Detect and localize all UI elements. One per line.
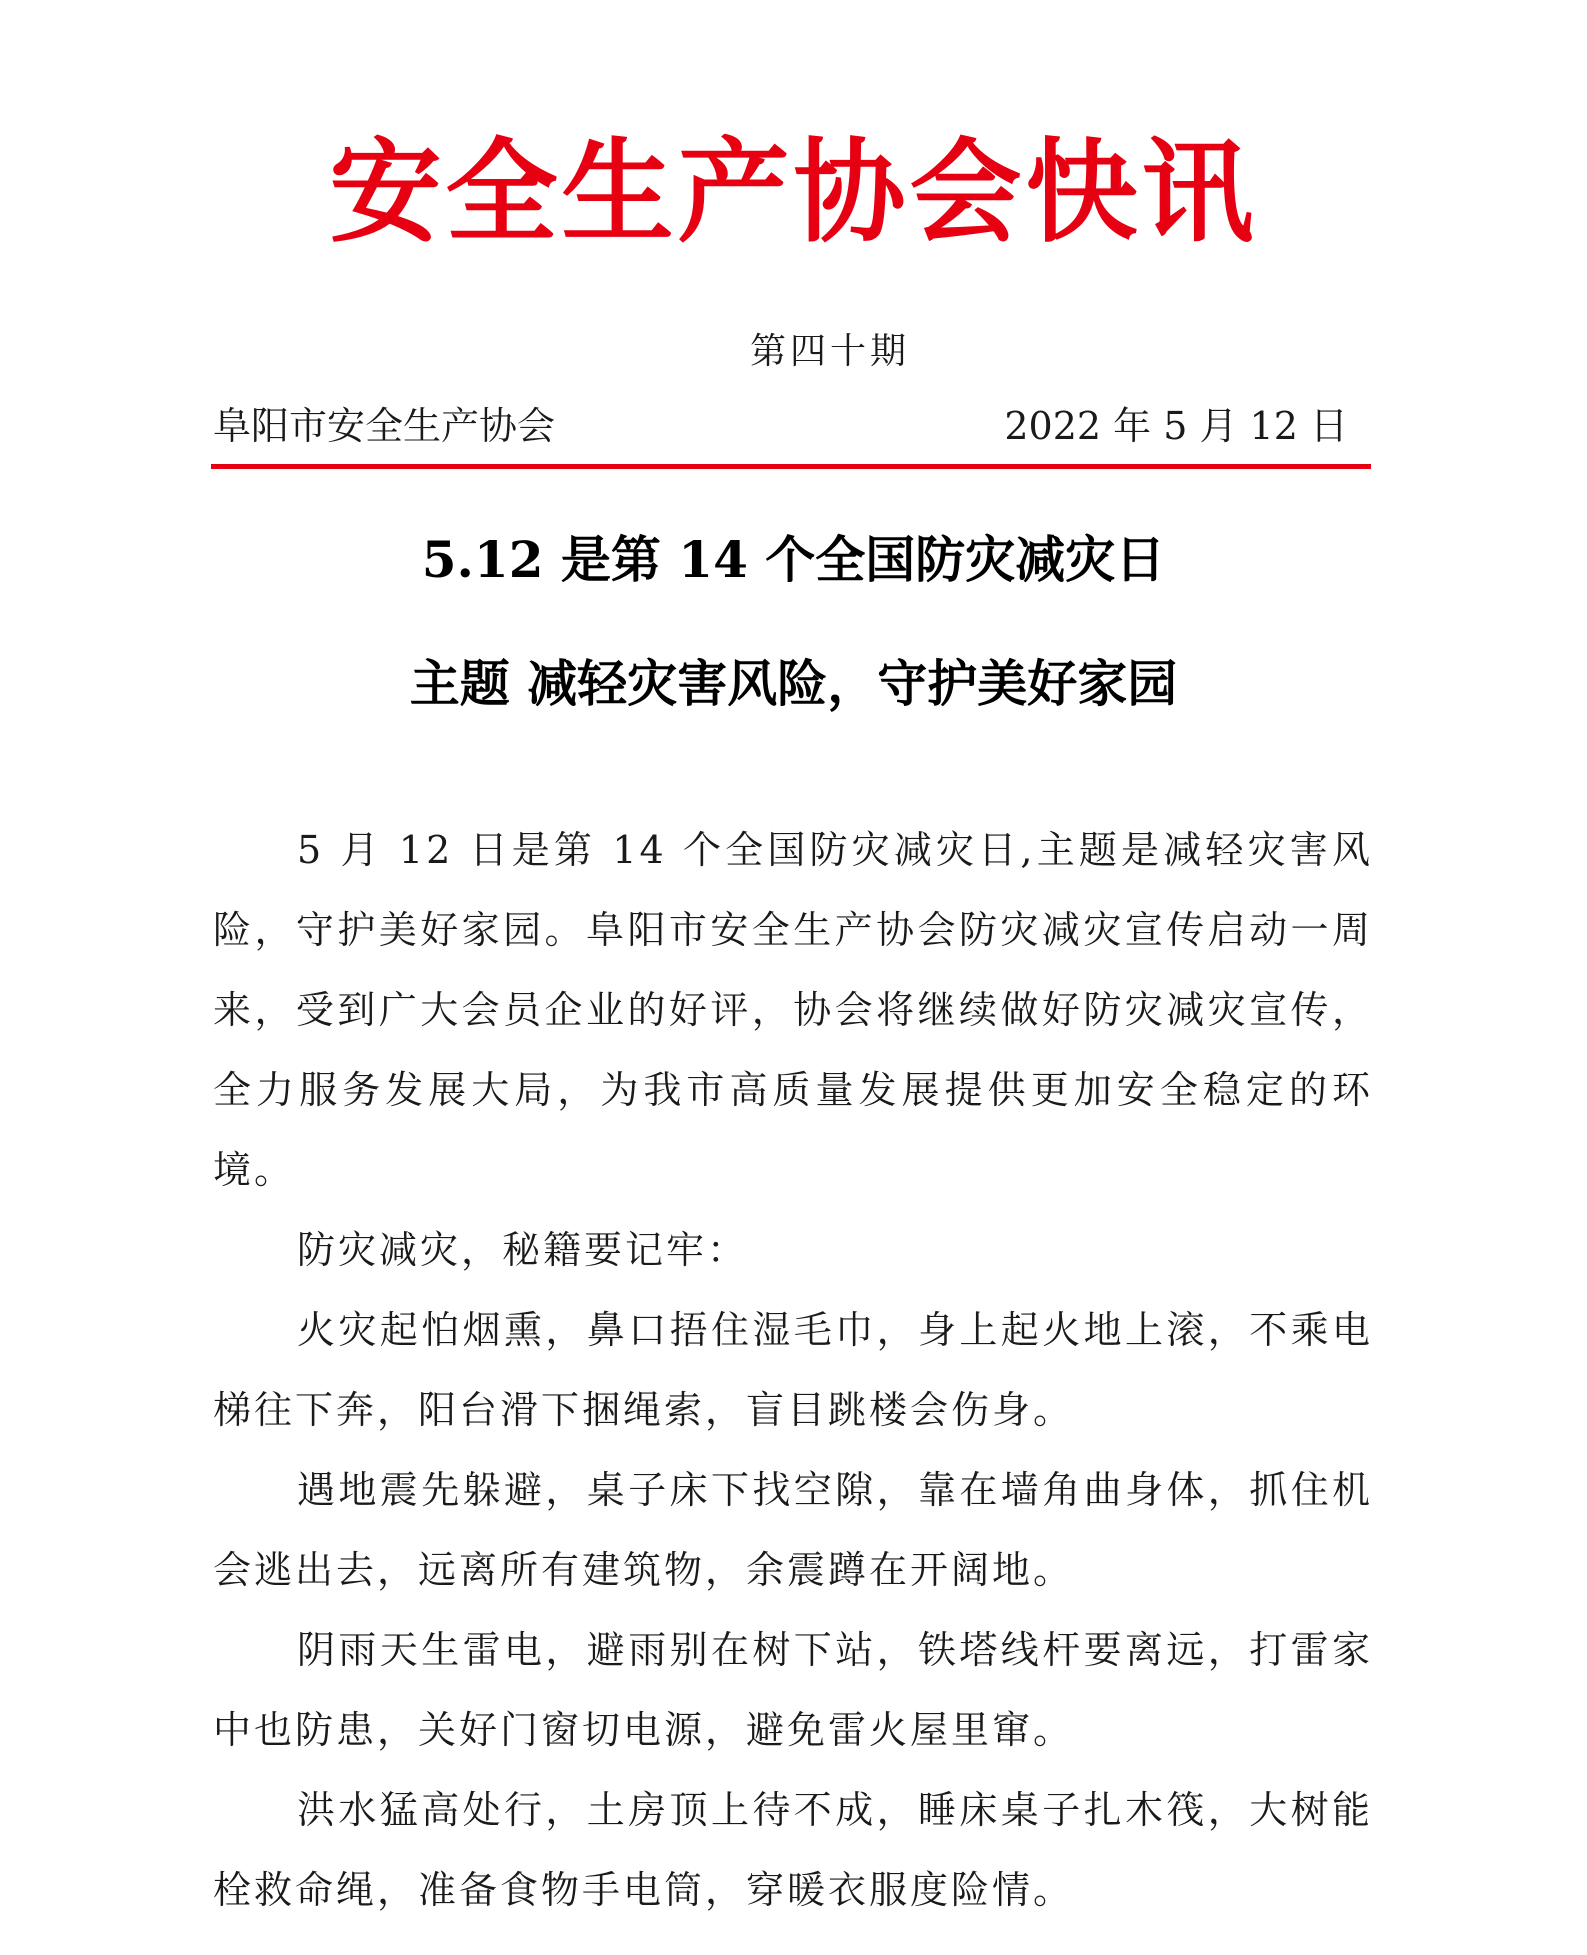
paragraph-lightning: 阴雨天生雷电，避雨别在树下站，铁塔线杆要离远，打雷家中也防患，关好门窗切电源，避免雷火屋里窜。	[213, 1628, 1373, 1752]
issue-number: 第四十期	[749, 331, 910, 372]
article-body	[213, 810, 1373, 1930]
paragraph-tips-heading: 防灾减灾，秘籍要记牢：	[297, 1228, 749, 1272]
publisher-name: 阜阳市安全生产协会	[213, 404, 556, 448]
headline-line-1: 5.12 是第 14 个全国防灾减灾日	[421, 530, 1166, 589]
paragraph-earthquake: 遇地震先躲避，桌子床下找空隙，靠在墙角曲身体，抓住机会逃出去，远离所有建筑物，余震蹲在开阔地。	[213, 1468, 1373, 1592]
issue-date: 2022 年 5 月 12 日	[1004, 404, 1348, 448]
masthead-title: 安全生产协会快讯	[329, 127, 1258, 258]
meta-row	[213, 402, 1348, 450]
paragraph-flood: 洪水猛高处行，土房顶上待不成，睡床桌子扎木筏，大树能栓救命绳，准备食物手电筒，穿暖衣服度险情。	[213, 1788, 1373, 1912]
red-divider-rule	[211, 464, 1371, 469]
paragraph-intro: 5 月 12 日是第 14 个全国防灾减灾日,主题是减轻灾害风险，守护美好家园。阜阳市安全生产协会防灾减灾宣传启动一周来，受到广大会员企业的好评，协会将继续做好防灾减灾宣传，全力服务发展大局，为我市高质量发展提供更加安全稳定的环境。	[213, 828, 1373, 1192]
headline-line-2: 主题 减轻灾害风险，守护美好家园	[409, 654, 1178, 713]
paragraph-fire: 火灾起怕烟熏，鼻口捂住湿毛巾，身上起火地上滚，不乘电梯往下奔，阳台滑下捆绳索，盲目跳楼会伤身。	[213, 1308, 1373, 1432]
